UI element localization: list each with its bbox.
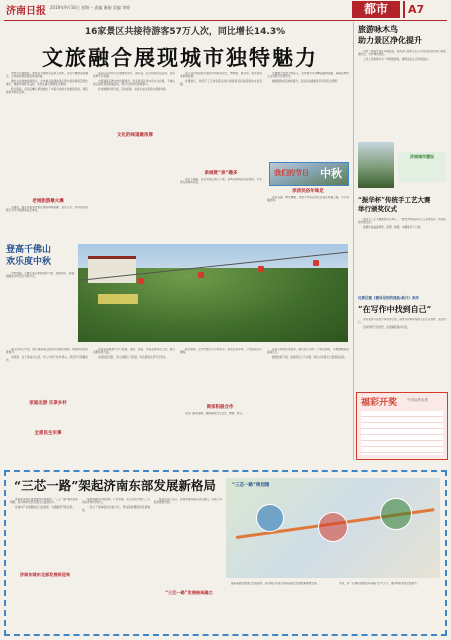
feature-col3b: 各部门联动保障，确保游客出行安全、便捷、舒心。 [185,412,245,415]
bottom-col1: 济南东部地区规划建设持续推进，“三芯一路”格局逐步明晰，将为城市东部发展注入强劲动力。 区域内产业集聚效应日益显现，交通路网不断完善。 [10,498,78,509]
column-divider [353,22,354,460]
feature-col2: 各商家积极参与节日促销，餐饮、住宿、零售业绩同比上涨，假日消费持续升温。 夜间经济活跃，各大商圈人气旺盛，市民游客共享节日欢乐。 [93,348,175,359]
right-side-ad: 济南城市建设 [398,152,446,182]
right-story3-kicker: 沈黄尼雅《微异见你的孤独:新月》来济 [358,296,419,300]
header-rule [4,20,447,21]
map-core-3 [380,498,412,530]
masthead: 济南日报 [6,6,46,17]
feature-col4: 各景区持续优化服务，推出线上预约、分时段游览，有效缓解客流高峰压力。 旅游热度不减，美食街区人气火爆，特色小吃吸引大量游客品尝。 [267,348,349,359]
right-story2-title: “振华杯”传统手工艺大赛 举行颁奖仪式 [358,196,431,213]
lead-body-col1b: 芙蓉街、曲水亭街等老街区游客摩肩接踵，泉水人家、老济南民俗吸引众多外地游客驻足体验。 [6,206,88,213]
feature-intro: 中秋假期，千佛山景区游客络绎不绝，登高望远、祈福团圆成为市民过节新方式。 [6,272,74,279]
cable-car [138,278,144,284]
bottom-col2: 规划明确以科技创新、产业发展、生态宜居为核心，打造东部城市新中心。 一条主干道串联各功能片区，形成高效便捷的发展轴线。 [82,498,150,513]
lead-photo-small [269,162,349,186]
right-story3-body: 作家来济与读者分享创作心得，讲述写作如何帮助人们认识自我、表达内心。 活动现场气氛热烈，读者踊跃提问交流。 [358,318,446,329]
lead-sub-countryside: 文化的味道最浓厚 [117,133,153,138]
lead-headline: 文旅融合展现城市独特魅力 [42,45,318,70]
bottom-sub2: “三芯一路”发展格局确立 [165,590,213,595]
lottery-box [356,392,448,460]
right-photo-small [358,142,394,188]
cable-car [198,272,204,278]
section-label: 都市 [352,1,400,18]
bottom-sub1: 济南东城东北部发展将迎来 [19,572,71,577]
right-story3-headline: “在写作中找到自己” [358,304,432,314]
lead-kicker: 16家景区共接待游客57万人次，同比增长14.3% [84,27,286,37]
lead-body-col4b: 民俗表演、舞龙舞狮、非遗手作等活动在各景区轮番上演，节日氛围浓厚。 [267,196,349,203]
lead-body-col3b: 泉水节期间，各名泉景区游人不断，泉城夜游项目深受欢迎，灯光秀点亮城市夜色。 [180,178,262,185]
bottom-headline: “三芯一路”架起济南东部发展新格局 [14,478,216,493]
lead-body-col2: 各景区以中秋为主题推出赏月、猜灯谜、品月饼等民俗活动，营造浓厚节日氛围。 大明湖景区推出中秋游园会，趵突泉景区举办泉水文化展，千佛山景区组织登高祈福活动，吸引大批市民游客参与。 乡村旅游持续升温，近郊采摘、农家乐成为家庭出游新选择。 [93,72,175,91]
lottery-sub: 中国福利彩票 [407,398,428,402]
banner [98,294,138,304]
right-story1-body: 为进一步提升景区环境质量，相关部门组织专业人员对景区树木进行病虫害防治，守护城市绿色。 工作人员像啄木鸟一样细致排查，确保景区生态环境良好。 [358,50,446,61]
date-line: 2019年9月16日 星期一 责编 谢丽 美编 李婷 [50,5,131,10]
map-core-1 [256,504,284,532]
right-story1-title: 旅游咏木鸟 助力景区净化提升 [358,24,422,45]
lottery-title: 福彩开奖 [361,398,398,408]
feature-sub-mid: 商家积极合作 [206,405,234,410]
feature-title: 登高千佛山 欢乐度中秋 [6,245,52,267]
lead-body-col3: 各大文化场馆假日期间开放时间延长，博物馆、图书馆、美术馆迎来参观热潮。 非遗展示、传统手工艺体验等活动让游客感受济南深厚的文化底蕴。 [180,72,262,87]
feature-sub-left1: 家庭出游 乐享乡村 [29,401,67,406]
map-legend-title: “三芯一路”规划图 [232,483,270,488]
bottom-map [226,478,440,578]
bottom-col3: 相关负责人表示，将加快推进重点项目建设，完善公共服务配套设施。 [154,498,222,505]
lead-sub-more: 浓浓民俗年味足 [292,189,324,194]
feature-col1: 景区负责人介绍，假日期间景区推出多项惠民措施，游客体验感显著提升。 家庭游、亲子游成为主流，老人与孩子结伴登山，享受节日团圆时光。 [6,348,88,363]
feature-sub-left2: 全恩民生实事 [34,431,62,436]
cable-car [258,266,264,272]
right-story2-body: 传统手工艺大赛颁奖仪式举行，一批优秀作品和手艺人获得表彰，传承弘扬非遗文化。 参赛作品涵盖剪纸、泥塑、刺绣、木雕等多个门类。 [358,218,446,229]
cable-car [313,260,319,266]
bottom-col5: 未来，这一区域将集聚更多高端产业与人才，推动城市能级全面提升。 [339,582,420,585]
page-number: A7 [403,1,448,18]
map-core-2 [318,512,348,542]
feature-col3: 假日期间，全市交通运行平稳有序，各景区停车场、公交接驳运行顺畅。 [180,348,262,355]
lottery-results-table [361,411,443,455]
feature-photo [78,244,348,342]
ad-char: 中秋 [320,167,342,180]
lead-sub-quancheng: 泉城赏“泉”趣多 [204,171,238,176]
ad-title: 我们的节日 [274,169,309,177]
bottom-col4: 随着基础设施建设全面提速，东部地区将成为济南高质量发展的重要增长极。 [231,582,320,585]
lead-body-col1: 中秋小长假期间，我市各大旅游景区游人如织，文化与旅游深度融合，全市接待游客数量再创新高。 据市文化和旅游局统计，全市重点监测的景区累计接待游客量同比增长，旅游市场秩序良好，未发生重大旅游安全事故。 假日期间，各景区精心策划推出了丰富多彩的文化旅游活动，满足游客多样化需求。 [6,72,88,95]
lead-sub-old-street: 老城旅游最火爆 [32,199,64,204]
lead-body-col4: 文旅融合发展不断深入，全市推出多条精品旅游线路，串联起城市人文景观与自然风光。 旅游服务质量持续提升，各景区加强游客引导和安全管理。 [267,72,349,83]
